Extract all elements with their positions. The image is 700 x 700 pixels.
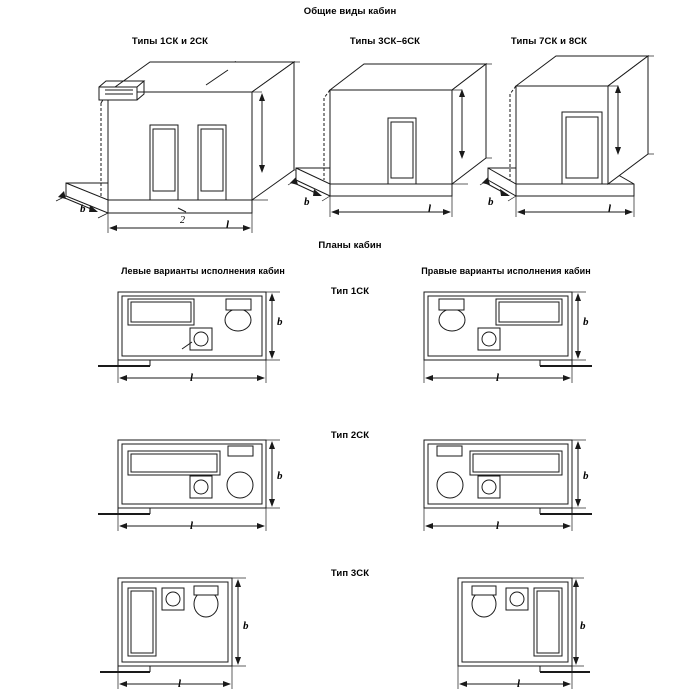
- dim-b-plan-3sk-right: b: [580, 620, 586, 632]
- dim-l-plan-3sk-left: l: [178, 678, 182, 690]
- dim-l-plan-3sk-right: l: [517, 678, 521, 690]
- isometric-view-2: [288, 64, 492, 217]
- callout-2: 2: [180, 215, 185, 226]
- plan-2sk-left: [98, 440, 280, 531]
- plan-2sk-right: [424, 440, 592, 531]
- plan-row-title-3sk: Тип 3СК: [330, 568, 370, 579]
- dim-l-plan-1sk-right: l: [496, 372, 500, 384]
- dim-b-plan-3sk-left: b: [243, 620, 249, 632]
- plan-row-title-1sk: Тип 1СК: [330, 286, 370, 297]
- dim-b-view2: b: [304, 196, 310, 208]
- plan-3sk-right: [458, 578, 590, 689]
- dim-l-plan-2sk-right: l: [496, 520, 500, 532]
- dim-b-plan-2sk-left: b: [277, 470, 283, 482]
- dim-b-plan-2sk-right: b: [583, 470, 589, 482]
- isometric-view-1: [56, 62, 300, 233]
- plan-row-title-2sk: Тип 2СК: [330, 430, 370, 441]
- view-title-1: Типы 1СК и 2СК: [131, 36, 209, 47]
- dim-l-view3: l: [608, 203, 612, 215]
- plan-1sk-right: [424, 292, 592, 383]
- dim-l-view1: l: [226, 219, 230, 231]
- dim-l-plan-1sk-left: l: [190, 372, 194, 384]
- heading-plans: Планы кабин: [318, 240, 382, 251]
- dim-l-plan-2sk-left: l: [190, 520, 194, 532]
- dim-l-view2: l: [428, 203, 432, 215]
- dim-b-view1: b: [80, 203, 86, 215]
- dim-b-view3: b: [488, 196, 494, 208]
- heading-general-views: Общие виды кабин: [303, 6, 397, 17]
- dim-b-plan-1sk-left: b: [277, 316, 283, 328]
- plan-1sk-left: [98, 292, 280, 383]
- view-title-2: Типы 3СК–6СК: [349, 36, 421, 47]
- dim-b-plan-1sk-right: b: [583, 316, 589, 328]
- plan-column-left-title: Левые варианты исполнения кабин: [121, 266, 285, 276]
- isometric-view-3: [480, 56, 654, 217]
- plan-column-right-title: Правые варианты исполнения кабин: [421, 266, 591, 276]
- plan-3sk-left: [100, 578, 246, 689]
- view-title-3: Типы 7СК и 8СК: [510, 36, 588, 47]
